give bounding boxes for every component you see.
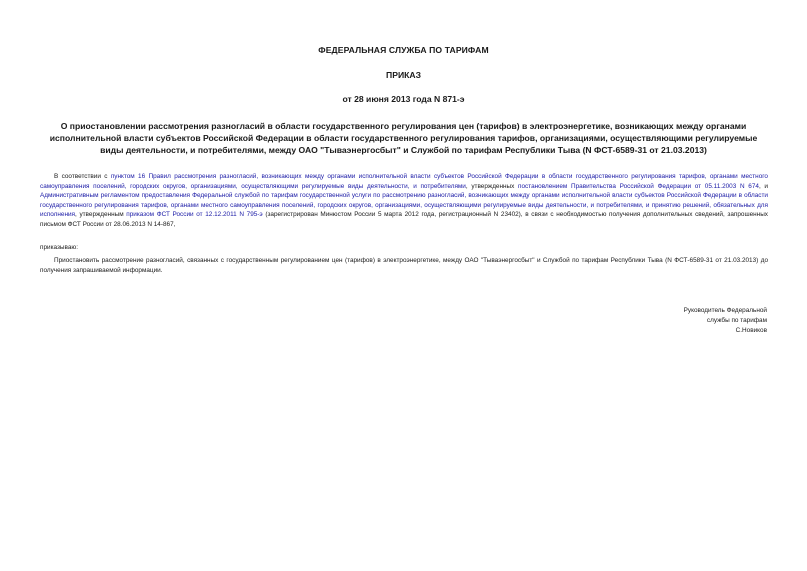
orders-label: приказываю:: [40, 244, 78, 251]
signature-name: С.Новиков: [735, 327, 767, 334]
signature-position-line-2: службы по тарифам: [706, 317, 767, 324]
link-administrative-regulation[interactable]: Административным регламентом предоставления Федеральной службой по тарифам государственной услуги по рассмотрению разногласий, возникающих между органами исполнительной власти субъектов Российской Федерации в области государственного регулирования тарифов, органами местного самоуправления поселений, городских округов, организациями, осуществляющими регулируемые виды деятельности, и потребителями, и принятию решений, обязательных для исполнения: [40, 192, 768, 218]
agency-title: ФЕДЕРАЛЬНАЯ СЛУЖБА ПО ТАРИФАМ: [318, 45, 489, 55]
link-government-resolution[interactable]: постановлением Правительства Российской Федерации от 05.11.2003 N 674: [518, 182, 759, 190]
preamble-paragraph: [40, 172, 768, 229]
preamble-text-1: В соответствии с: [54, 173, 111, 180]
document-date: от 28 июня 2013 года N 871-э: [342, 94, 465, 104]
preamble-text-5: (зарегистрирован Минюстом России 5 марта 2012 года, регистрационный N 23402), в связи с необходимостью получения дополнительных сведений, запрошенных письмом ФСТ России от 28.06.2013 N 14-867,: [40, 211, 768, 228]
preamble-text-4: , утвержденным: [75, 211, 127, 218]
signature-position-line-1: Руководитель Федеральной: [683, 307, 767, 314]
link-rules-point-16[interactable]: пунктом 16 Правил рассмотрения разногласий, возникающих между органами исполнительной власти субъектов Российской Федерации в области государственного регулирования тарифов, органами местного самоуправления поселений, городских округов, организациями, осуществляющими регулируемые виды деятельности, и потребителями: [40, 173, 768, 190]
order-item: Приостановить рассмотрение разногласий, связанных с государственным регулированием цен (тарифов) в электроэнергетике, между ОАО "Тываэнергосбыт" и Службой по тарифам Республики Тыва (N ФСТ-6589-31 от 21.03.2013) до получения запрашиваемой информации.: [40, 257, 768, 274]
document-subject: О приостановлении рассмотрения разногласий в области государственного регулирования цен (тарифов) в электроэнергетике, возникающих между органами исполнительной власти субъектов Российской Федерации в области государственного регулирования тарифов, организациями, осуществляющими регулируемые виды деятельности, и потребителями, между ОАО "Тываэнергосбыт" и Службой по тарифам Республики Тыва (N ФСТ-6589-31 от 21.03.2013): [49, 121, 758, 155]
preamble-text-2: , утвержденных: [465, 182, 519, 190]
preamble-text-3: , и: [758, 182, 768, 190]
document-type: ПРИКАЗ: [386, 70, 421, 80]
link-fst-order[interactable]: приказом ФСТ России от 12.12.2011 N 795-э: [126, 211, 263, 218]
signature-block: [684, 306, 767, 336]
